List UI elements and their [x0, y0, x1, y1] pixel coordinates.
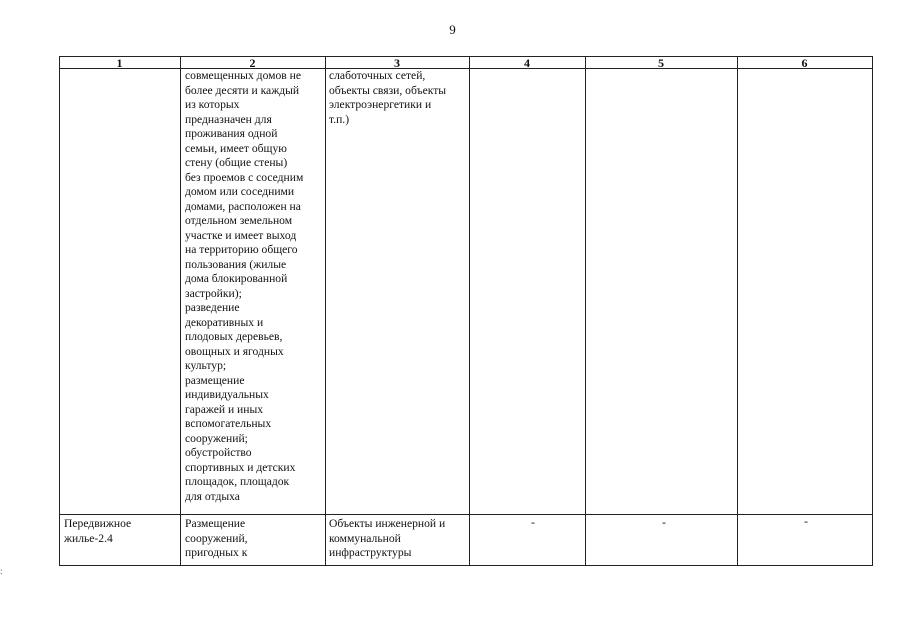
page-number: 9 [449, 22, 456, 37]
row2-objects-cell [329, 517, 469, 561]
text-line: объекты связи, объекты [329, 83, 447, 97]
text-line: электроэнергетики и [329, 98, 432, 111]
row2-col6-dash: - [804, 514, 808, 528]
text-line: без проемов с соседним [185, 170, 304, 184]
text-line: на территорию общего [185, 243, 298, 256]
row1-objects-cell [329, 69, 469, 127]
text-line: отдельном земельном [185, 214, 293, 227]
row2-description-cell [185, 517, 325, 561]
column-header-2: 2 [249, 56, 256, 70]
column-header-1: 1 [116, 56, 123, 70]
text-line: семьи, имеет общую [185, 141, 287, 155]
text-line: индивидуальных [185, 388, 269, 401]
column-header-4: 4 [524, 56, 530, 70]
text-line: совмещенных домов не [185, 69, 301, 82]
text-line: разведение [185, 301, 240, 314]
text-line: сооружений, [185, 531, 248, 545]
text-line: обустройство [185, 446, 252, 459]
text-line: сооружений; [185, 431, 248, 445]
column-header-6: 6 [801, 56, 808, 70]
text-line: вспомогательных [185, 417, 272, 430]
column-header-5: 5 [658, 56, 664, 70]
text-line: коммунальной [329, 531, 401, 545]
column-border [737, 56, 738, 566]
text-line: размещение [185, 373, 245, 387]
text-line: спортивных и детских [185, 460, 296, 474]
text-line: более десяти и каждый [185, 83, 300, 97]
text-line: жилье-2.4 [64, 531, 113, 545]
column-border [469, 56, 470, 566]
text-line: культур; [185, 359, 227, 372]
text-line: Объекты инженерной и [329, 517, 446, 530]
text-line: пользования (жилые [185, 257, 287, 271]
text-line: дома блокированной [185, 272, 288, 285]
text-line: декоративных и [185, 315, 264, 329]
text-line: участке и имеет выход [185, 228, 297, 242]
text-line: из которых [185, 98, 240, 111]
text-line: предназначен для [185, 112, 272, 126]
column-border [59, 56, 60, 566]
column-border [585, 56, 586, 566]
text-line: домами, расположен на [185, 199, 301, 213]
row2-col4-dash: - [531, 515, 535, 529]
text-line: проживания одной [185, 127, 278, 140]
row1-description-cell [185, 69, 325, 504]
regulations-table [59, 56, 873, 566]
column-border [325, 56, 326, 566]
row-divider [59, 514, 873, 515]
text-line: Размещение [185, 517, 246, 530]
text-line: застройки); [185, 286, 242, 300]
text-line: овощных и ягодных [185, 344, 284, 358]
row2-land-use-type-cell [64, 517, 180, 546]
column-border [180, 56, 181, 566]
text-line: инфраструктуры [329, 546, 412, 559]
table-border-bottom [59, 565, 873, 566]
text-line: слаботочных сетей, [329, 69, 426, 82]
column-header-3: 3 [394, 56, 400, 70]
text-line: пригодных к [185, 546, 248, 559]
text-line: площадок, площадок [185, 475, 290, 488]
text-line: плодовых деревьев, [185, 330, 283, 343]
margin-mark: : [0, 566, 3, 576]
text-line: т.п.) [329, 112, 350, 126]
text-line: домом или соседними [185, 185, 295, 198]
row2-col5-dash: - [662, 515, 666, 529]
text-line: Передвижное [64, 517, 132, 530]
text-line: для отдыха [185, 489, 240, 503]
text-line: стену (общие стены) [185, 156, 288, 169]
column-border [872, 56, 873, 566]
text-line: гаражей и иных [185, 402, 264, 416]
